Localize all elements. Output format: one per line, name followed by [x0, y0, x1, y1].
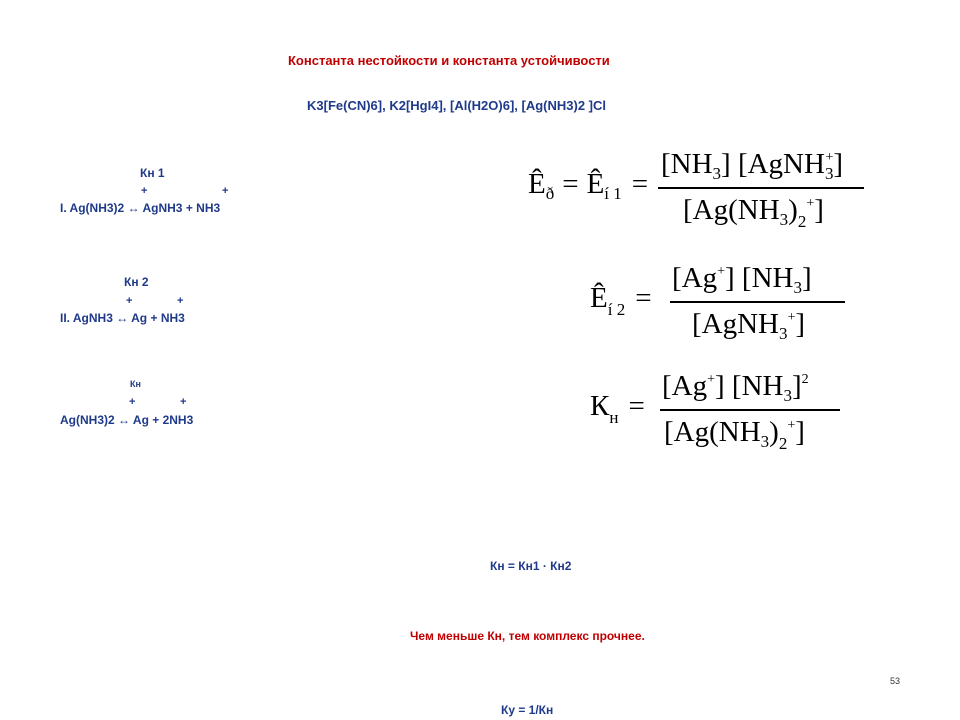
reaction-1-constant: Кн 1: [140, 166, 165, 180]
reaction-3-left: Ag(NH3)2: [60, 413, 115, 427]
formula-kn2-bar: [670, 301, 845, 303]
reaction-3-constant: Кн: [130, 379, 141, 389]
formula-kn1-bar: [658, 187, 864, 189]
product-relation: Кн = Кн1 · Кн2: [490, 559, 572, 573]
formula-kn1-eq: =: [562, 168, 579, 200]
formula-kn1-lhs1: Ê: [528, 168, 546, 200]
formula-kn1-numerator: [NH3] [AgNH3+]: [661, 148, 844, 183]
reaction-1-left: I. Ag(NH3)2: [60, 201, 125, 215]
formula-kn2-lhs-sub: í 2: [607, 300, 626, 319]
reaction-3: [60, 413, 193, 427]
formula-kn2-denominator: [AgNH3+]: [692, 308, 806, 343]
formula-kn1-denominator: [Ag(NH3)2+]: [683, 194, 824, 231]
reaction-2: [60, 311, 185, 325]
formula-kn2-numerator: [Ag+] [NH3]: [672, 262, 812, 297]
reaction-2-middle: Ag: [131, 311, 148, 325]
reaction-3-right: + 2NH3: [152, 413, 194, 427]
reaction-3-charge-2: +: [180, 396, 187, 408]
formula-kn-bar: [660, 409, 840, 411]
reaction-1-charge-2: +: [222, 185, 229, 197]
formula-kn1: Êð = Êí 1 = [NH3] [AgNH3+] [Ag(NH3)2+]: [528, 148, 868, 238]
formula-kn2-lhs: Ê: [590, 282, 608, 314]
reaction-3-charge-1: +: [129, 396, 136, 408]
reaction-1-arrow: ↔: [127, 201, 140, 215]
formula-kn2: Êí 2 = [Ag+] [NH3] [AgNH3+]: [590, 262, 850, 352]
formula-kn-denominator: [Ag(NH3)2+]: [664, 416, 805, 453]
ky-relation: Ку = 1/Кн: [501, 703, 554, 717]
reaction-1-charge-1: +: [141, 185, 148, 197]
formula-kn1-lhs1-sub: ð: [545, 184, 555, 203]
reaction-2-charge-2: +: [177, 295, 184, 307]
page-number: 53: [890, 676, 901, 686]
reaction-2-charge-1: +: [126, 295, 133, 307]
reaction-3-middle: Ag: [132, 413, 149, 427]
formula-kn-lhs: К: [590, 390, 610, 422]
formula-kn: Кн = [Ag+] [NH3]2 [Ag(NH3)2+]: [590, 370, 850, 460]
slide-title: Константа нестойкости и константа устойчивости: [288, 53, 610, 68]
formula-kn1-lhs2-sub: í 1: [604, 184, 622, 203]
reaction-2-right: + NH3: [150, 311, 185, 325]
reaction-1: [60, 201, 220, 215]
complex-list: K3[Fe(CN)6], K2[HgI4], [Al(H2O)6], [Ag(NH3)2 ]Cl: [307, 98, 606, 113]
reaction-3-arrow: ↔: [118, 413, 131, 427]
reaction-2-constant: Кн 2: [124, 275, 149, 289]
formula-kn-numerator: [Ag+] [NH3]2: [662, 370, 809, 405]
reaction-1-middle: AgNH3: [142, 201, 183, 215]
reaction-2-arrow: ↔: [116, 311, 129, 325]
reaction-2-left: II. AgNH3: [60, 311, 113, 325]
formula-kn-lhs-sub: н: [609, 408, 619, 427]
stability-note: Чем меньше Кн, тем комплекс прочнее.: [410, 629, 645, 643]
formula-kn1-lhs2: Ê: [586, 168, 605, 200]
reaction-1-right: + NH3: [185, 201, 221, 215]
